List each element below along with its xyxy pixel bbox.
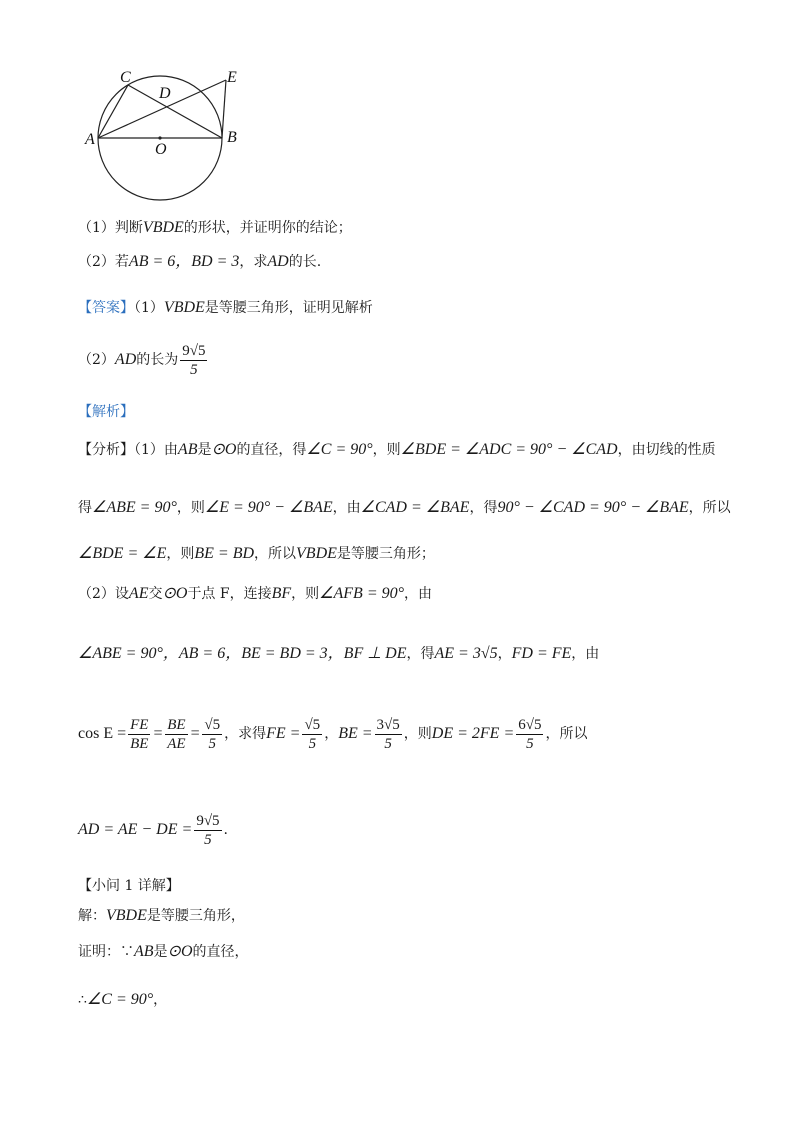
label-b: B [227,129,237,146]
segment-be [222,80,226,138]
label-c: C [120,69,131,86]
circle-diagram [80,60,260,210]
analysis-line-7: AD = AE − DE = $\frac{9√5}{5}$ . [78,812,228,848]
analysis-line-3: ∠BDE = ∠E，则BE = BD，所以VBDE是等腰三角形； [78,545,435,562]
analysis-line-4: （2）设AE交⊙O于点 F，连接BF，则∠AFB = 90°，由 [78,585,433,602]
triangle-symbol: VBDE [142,219,184,236]
answer-1: 【答案】（1）VBDE是等腰三角形，证明见解析 [78,299,373,316]
label-a: A [85,131,95,148]
center-dot [158,136,161,139]
analysis-line-2: 得∠ABE = 90°，则∠E = 90° − ∠BAE，由∠CAD = ∠BAE，得90° − ∠CAD = 90° − ∠BAE，所以 [78,499,731,516]
segment-ac [98,85,128,138]
label-o: O [155,141,167,158]
analysis-line-5: ∠ABE = 90°，AB = 6，BE = BD = 3，BF ⊥ DE，得AE = 3√5，FD = FE，由 [78,645,600,662]
detail-heading: 【小问 1 详解】 [78,878,180,894]
detail-line-2: 证明：∵AB是⊙O的直径， [78,943,249,960]
fraction: $\frac{9√5}{5}$ [182,342,206,378]
geometry-figure [80,60,260,210]
question-2: （2）若AB = 6，BD = 3，求AD的长. [78,253,322,270]
detail-line-1: 解：VBDE是等腰三角形， [78,907,245,924]
question-1: （1）判断VBDE的形状，并证明你的结论； [78,219,352,236]
label-d: D [159,85,171,102]
detail-line-3: ∴∠C = 90°， [78,991,168,1008]
analysis-line-1: 【分析】（1）由AB是⊙O的直径，得∠C = 90°，则∠BDE = ∠ADC = 90° − ∠CAD，由切线的性质 [78,441,716,458]
analysis-line-6: cos E = $\frac{FE}{BE}$ = $\frac{BE}{AE}$ = $\frac{√5}{5}$ ，求得FE = $\frac{√5}{5}$ ，BE = $\frac{3√5}{5}$ ，则DE = 2FE = $\frac{6√5}{5}$ ，所以 [78,716,588,752]
jiexi-heading: 【解析】 [78,404,134,420]
answer-2: （2）AD的长为 $\frac{9√5}{5}$ [78,342,206,378]
answer-tag: 【答案】 [78,300,134,316]
segment-cb [128,85,222,138]
label-e: E [227,69,237,86]
